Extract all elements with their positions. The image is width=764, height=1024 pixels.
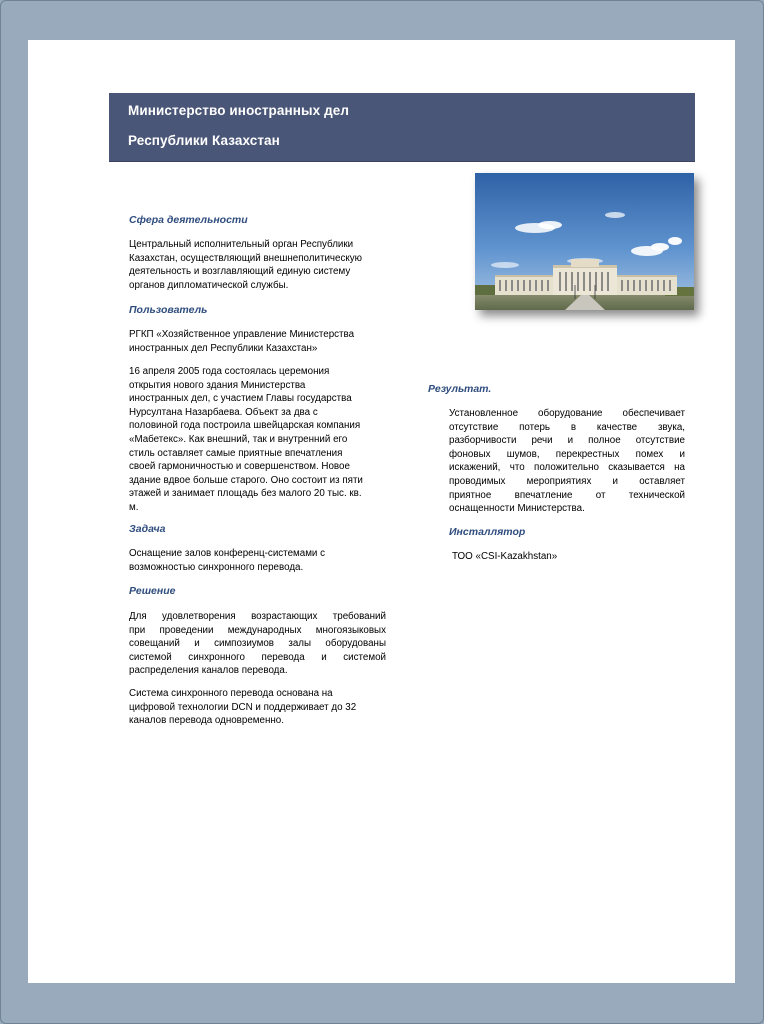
solution-dcn-text — [129, 687, 389, 728]
installer-text: ТОО «CSI-Kazakhstan» — [452, 551, 558, 562]
text-line: Казахстан, осуществляющий внешнеполитическую — [129, 252, 363, 264]
text-line: открытия нового здания Министерства — [129, 379, 306, 391]
heading-task: Задача — [129, 523, 166, 535]
solution-text — [129, 610, 386, 678]
text-line: при проведении международных многоязыковых — [129, 624, 386, 636]
user-history-text — [129, 365, 389, 515]
title-line-2: Республики Казахстан — [128, 133, 280, 148]
user-text — [129, 328, 389, 355]
text-line: «Мабетекс». Как внешний, так и внутренний его — [129, 433, 348, 445]
text-line: приятное впечатление от технической — [449, 489, 685, 501]
text-line: проводимых мероприятиях и оставляет — [449, 475, 685, 487]
result-text — [449, 407, 685, 516]
title-line-1: Министерство иностранных дел — [128, 103, 350, 118]
text-line: цифровой технологии DCN и поддерживает до 32 — [129, 701, 357, 713]
text-line: своей гармоничностью и совершенством. Новое — [129, 461, 350, 473]
ministry-building-photo — [475, 173, 694, 310]
title-banner — [109, 93, 695, 162]
text-line: м. — [129, 501, 139, 513]
text-line: оснащенности Министерства. — [449, 503, 585, 515]
text-line: Для удовлетворения возрастающих требований — [129, 611, 386, 622]
text-line: 16 апреля 2005 года состоялась церемония — [129, 366, 330, 377]
text-line: каналов перевода одновременно. — [129, 715, 284, 727]
text-line: половиной года построила швейцарская компания — [129, 420, 361, 432]
document-page — [28, 40, 735, 983]
text-line: РГКП «Хозяйственное управление Министерства — [129, 329, 355, 340]
text-line: Установленное оборудование обеспечивает — [449, 408, 685, 419]
text-line: совещаний и симпозиумов залы оборудованы — [129, 638, 386, 650]
text-line: фоновых шумов, перекрестных помех и — [449, 448, 685, 460]
text-line: здание вдвое больше старого. Оно состоит из пяти — [129, 474, 363, 486]
text-line: деятельность и возглавляющий единую систему — [129, 266, 351, 278]
heading-solution: Решение — [129, 585, 176, 597]
text-line: этажей и занимает площадь без малого 20 тыс. кв. — [129, 488, 362, 500]
text-line: Система синхронного перевода основана на — [129, 688, 333, 699]
text-line: искажений, что положительно сказывается на — [449, 462, 685, 474]
text-line: иностранных дел Республики Казахстан» — [129, 342, 318, 354]
heading-result: Результат. — [428, 383, 492, 395]
text-line: иностранных дел, с участием Главы государства — [129, 393, 352, 405]
text-line: отсутствие потерь в качестве звука, — [449, 421, 685, 433]
text-line: системой синхронного перевода и системой — [129, 651, 386, 663]
text-line: стиль оставляет самые приятные впечатления — [129, 447, 343, 459]
heading-sphere: Сфера деятельности — [129, 214, 248, 226]
text-line: Центральный исполнительный орган Республики — [129, 239, 354, 250]
heading-user: Пользователь — [129, 304, 208, 316]
text-line: Нурсултана Назарбаева. Объект за два с — [129, 406, 318, 418]
task-text — [129, 547, 389, 574]
text-line: органов дипломатической службы. — [129, 279, 289, 291]
text-line: возможностью синхронного перевода. — [129, 561, 304, 573]
text-line: разборчивости речи и полное отсутствие — [449, 435, 685, 447]
sphere-text — [129, 238, 389, 292]
text-line: распределения каналов перевода. — [129, 665, 288, 677]
heading-installer: Инсталлятор — [449, 526, 526, 538]
text-line: Оснащение залов конференц-системами с — [129, 548, 326, 559]
